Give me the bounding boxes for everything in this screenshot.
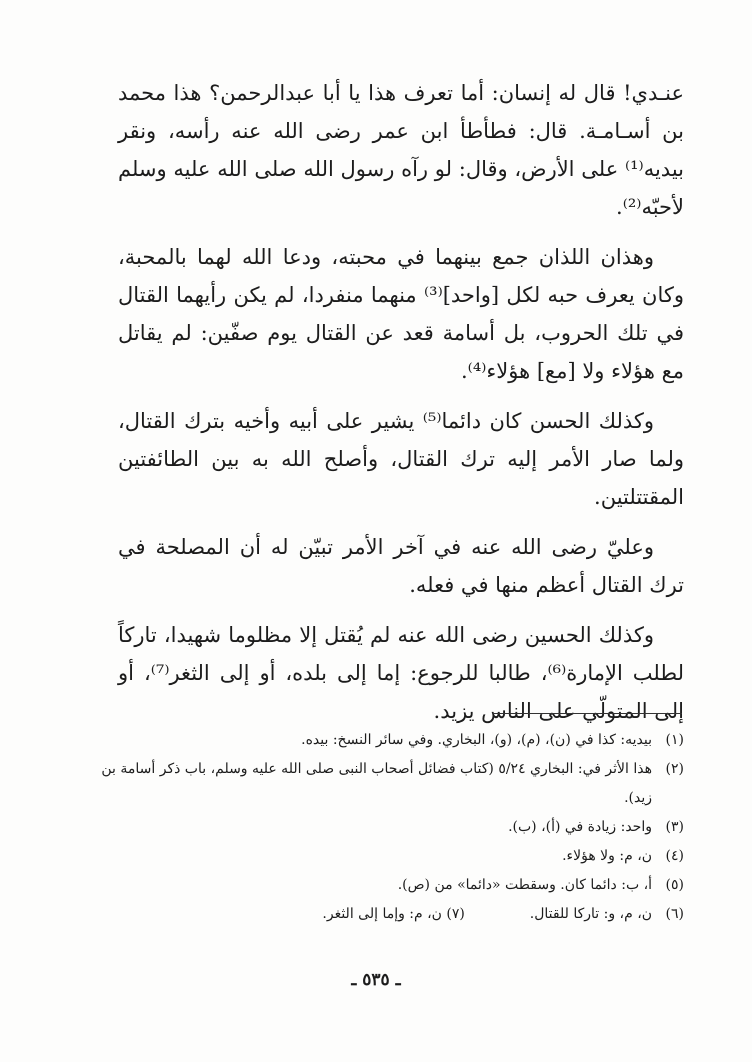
footnote-2	[100, 755, 684, 813]
footnote-6-text: ن، م، و: تاركا للقتال.	[529, 906, 652, 922]
footnote-5	[100, 871, 684, 900]
footnote-7-number: (٧)	[446, 906, 465, 922]
footnote-text: واحد: زيادة في (أ)، (ب).	[508, 819, 652, 835]
footnote-text: أ، ب: دائما كان. وسقطت «دائما» من (ص).	[397, 877, 652, 893]
footnote-7-text: ن، م: وإما إلى الثغر.	[322, 906, 442, 922]
footnote-number: (١)	[665, 732, 684, 748]
page-number: ـ ٥٣٥ ـ	[351, 970, 401, 990]
footnote-number: (٢)	[665, 761, 684, 777]
footnote-1	[100, 726, 684, 755]
footnote-number: (٤)	[665, 848, 684, 864]
paragraph-4: وعليّ رضى الله عنه في آخر الأمر تبيّن له أن المصلحة في ترك القتال أعظم منها في فعله.	[118, 535, 684, 597]
paragraph-5: وكذلك الحسين رضى الله عنه لم يُقتل إلا مظلوما شهيدا، تاركاً لطلب الإمارة⁽⁶⁾، طالبا للرجوع: إما إلى بلده، أو إلى الثغر⁽⁷⁾، أو إلى المتولّي على الناس يزيد.	[118, 623, 684, 723]
footnote-number: (٣)	[665, 819, 684, 835]
footnotes	[100, 726, 684, 929]
paragraph-3: وكذلك الحسن كان دائما⁽⁵⁾ يشير على أبيه وأخيه بترك القتال، ولما صار الأمر إليه ترك القتال، وأصلح الله به بين الطائفتين المقتتلتين.	[118, 409, 684, 509]
footnote-3	[100, 813, 684, 842]
footnote-separator	[494, 713, 682, 714]
paragraph-1: عنـدي! قال له إنسان: أما تعرف هذا يا أبا عبدالرحمن؟ هذا محمد بن أسـامـة. قال: فطأطأ ابن عمر رضى الله عنه رأسه، ونقر بيديه⁽¹⁾ على الأرض، وقال: لو رآه رسول الله صلى الله عليه وسلم لأحبّه⁽²⁾.	[118, 81, 684, 219]
footnote-text: بيديه: كذا في (ن)، (م)، (و)، البخاري. وفي سائر النسخ: بيده.	[301, 732, 652, 748]
footnote-text: ن، م: ولا هؤلاء.	[562, 848, 652, 864]
footnote-6-7	[100, 900, 684, 929]
footnote-text-pair	[100, 900, 652, 929]
paragraph-2: وهذان اللذان جمع بينهما في محبته، ودعا الله لهما بالمحبة، وكان يعرف حبه لكل [واحد]⁽³⁾ منهما منفردا، لم يكن رأيهما القتال في تلك الحروب، بل أسامة قعد عن القتال يوم صفّين: لم يقاتل مع هؤلاء ولا [مع] هؤلاء⁽⁴⁾.	[118, 245, 684, 383]
footnote-number: (٥)	[665, 877, 684, 893]
footnote-text: هذا الأثر في: البخاري ٥/٢٤ (كتاب فضائل أصحاب النبى صلى الله عليه وسلم، باب ذكر أسامة بن زيد).	[101, 761, 652, 806]
footnote-number: (٦)	[665, 906, 684, 922]
footnote-4	[100, 842, 684, 871]
main-text	[118, 74, 684, 742]
